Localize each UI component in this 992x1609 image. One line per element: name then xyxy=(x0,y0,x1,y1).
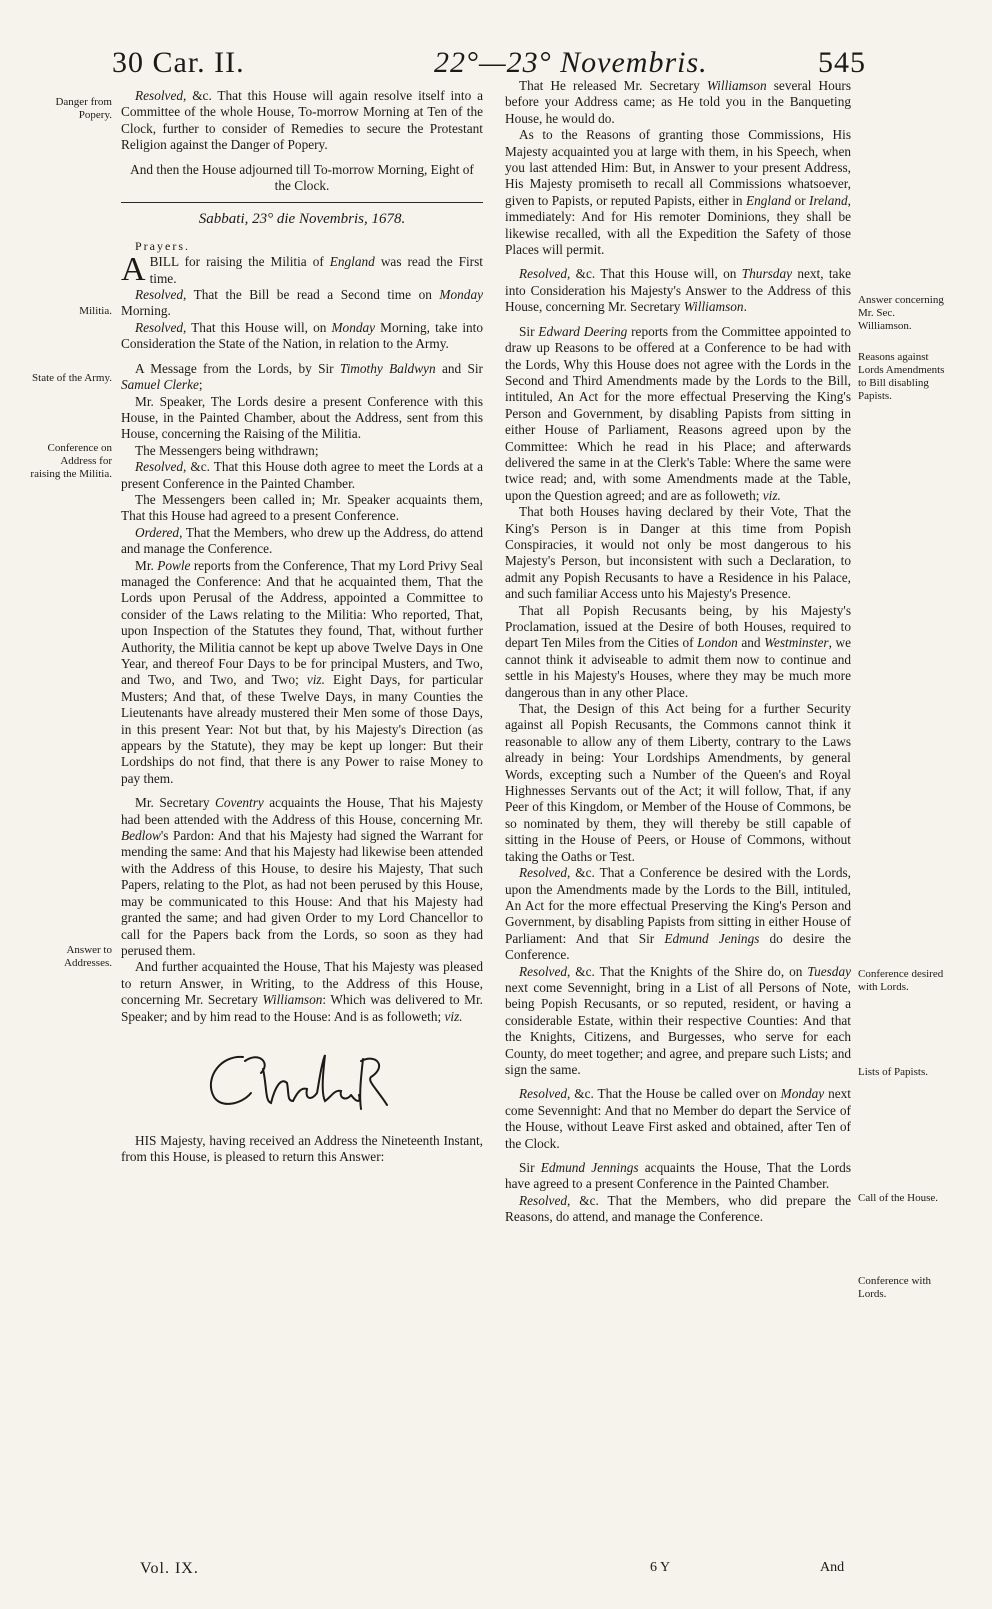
page-number: 545 xyxy=(818,46,866,79)
resolution-thursday: Resolved, &c. That this House will, on Thursday next, take into Consideration his Majesty's Answer to the Address of this House, concerning Mr. Secretary Williamson. xyxy=(505,266,851,315)
right-column xyxy=(505,78,851,1226)
resolution-army: Resolved, That this House will, on Monday Morning, take into Consideration the State of the Nation, in relation to the Army. xyxy=(121,319,484,352)
catchword: And xyxy=(820,1560,845,1575)
drop-cap: A xyxy=(121,251,146,289)
margin-note-army: State of the Army. xyxy=(32,372,112,384)
majesty-answer: HIS Majesty, having received an Address the Nineteenth Instant, from this House, is pleased to return this Answer: xyxy=(121,1132,483,1165)
running-head-date: 22°—23° Novembris. xyxy=(434,46,708,79)
left-column xyxy=(121,88,483,1166)
margin-note-danger: Danger from Popery. xyxy=(55,96,112,121)
royal-signature xyxy=(201,1043,391,1119)
sitting-date: Sabbati, 23° die Novembris, 1678. xyxy=(198,211,406,228)
messengers-withdrawn: The Messengers being withdrawn; xyxy=(135,442,319,458)
coventry-report: Mr. Secretary Coventry acquaints the House, That his Majesty had been attended with the Address of this House, concerning Mr. Bedlow's Pardon: And that his Majesty had signed the Warrant for mending the same: And that his Majesty had likewise been attended with the Address of this House, to desire his Majesty, That such Papers, relating to the Plot, as had not been perused by this House, may be communicated to this House: And that his Majesty had granted the same; and had given Order to my Lord Chancellor to call for the Papers back from the Lords, so soon as they had perused them. xyxy=(121,795,483,958)
margin-note-answer-addresses: Answer to Addresses. xyxy=(64,944,112,969)
adjournment: And then the House adjourned till To-morrow Morning, Eight of the Clock. xyxy=(130,161,474,194)
section-rule xyxy=(121,202,483,203)
further-acquainted: And further acquainted the House, That his Majesty was pleased to return Answer, in Writing, to the Address of this House, concerning Mr. Secretary Williamson: Which was delivered to Mr. Speaker; and by him read to the House: And is as followeth; viz. xyxy=(121,959,483,1024)
running-head-left: 30 Car. II. xyxy=(112,46,245,79)
reason-three: That, the Design of this Act being for a further Security against all Popish Recusants, the Commons cannot think it reasonable to allow any of them Liberty, contrary to the Laws already in being: Your Lordships Amendments, by general Words, excepting such a Number of the Queen's and Royal Highnesses Servants out of the Act; it will follow, That, if any Peer of this Kingdom, or Member of the House of Commons, be so nominated by them, they will thereby be still capable of sitting in the House of Peers, or House of Commons, without taking the Oaths or Test. xyxy=(505,701,851,864)
deering-report: Sir Edward Deering reports from the Committee appointed to draw up Reasons to be offered at a Conference to be had with the Lords, Why this House does not agree with the Lords in the Second and Third Amendments made by the Lords to the Bill, intituled, An Act for the more effectual Preserving the King's Person and Government, by disabling Papists from sitting in either House of Parliament, Reasons agreed upon by the Committee: Which he read in his Place; and afterwards delivered the same in at the Clerk's Table: Where the same were twice read; and, with some Amendments made at the Table, upon the Question agreed; and are as followeth; viz. xyxy=(505,323,852,503)
margin-note-answer-williamson: Answer concerning Mr. Sec. Williamson. xyxy=(858,294,944,332)
resolution-manage-conference: Resolved, &c. That the Members, who did prepare the Reasons, do attend, and manage the Conference. xyxy=(505,1192,851,1225)
margin-note-conference-lords: Conference with Lords. xyxy=(858,1275,931,1300)
volume-label: Vol. IX. xyxy=(140,1560,199,1577)
released-williamson: That He released Mr. Secretary Williamson several Hours before your Address came; as He told you in the Banqueting House, he would do. xyxy=(505,78,851,126)
margin-note-conference-desired: Conference desired with Lords. xyxy=(858,968,944,993)
margin-note-lists-papists: Lists of Papists. xyxy=(858,1066,928,1078)
margin-note-reasons: Reasons against Lords Amendments to Bill disabling Papists. xyxy=(858,351,945,402)
resolution-meet-lords: Resolved, &c. That this House doth agree to meet the Lords at a present Conference in the Painted Chamber. xyxy=(121,459,483,491)
powle-report: Mr. Powle reports from the Conference, That my Lord Privy Seal managed the Conference: And that he acquainted them, That the Lords upon Perusal of the Address, appointed a Committee to consider of the Laws relating to the Militia: Who reported, That, upon Inspection of the Statutes they found, That, without further Authority, the Militia cannot be kept up above Twelve Days in One Year, and thereof Four Days to be for principal Musters, and Two, and Two, and Two, and Two; viz. Eight Days, for particular Musters; And that, of these Twelve Days, in many Counties the Lieutenants have already mustered their Men some of those Days, in this present Year: Not but that, by his Majesty's Direction (as appears by the Statute), they may be kept up longer: But their Lordships do not find, that there is any Power to raise Money to pay them. xyxy=(121,557,483,786)
messengers-called: The Messengers been called in; Mr. Speaker acquaints them, That this House had agreed to a present Conference. xyxy=(121,491,483,524)
resolution-call-house: Resolved, &c. That the House be called over on Monday next come Sevennight: And that no Member do depart the Service of the House, without Leave First asked and obtained, after Ten of the Clock. xyxy=(505,1086,852,1151)
margin-note-militia: Militia. xyxy=(79,305,112,317)
resolution-conference: Resolved, &c. That a Conference be desired with the Lords, upon the Amendments made by the Lords to the Bill, intituled, An Act for the more effectual Preserving the King's Person and Government, by disabling Papists from sitting in either House of Parliament: And that Sir Edmund Jenings do desire the Conference. xyxy=(505,865,851,963)
resolution-second-reading: Resolved, That the Bill be read a Second time on Monday Morning. xyxy=(121,287,483,319)
margin-note-conference-militia: Conference on Address for raising the Militia. xyxy=(30,442,112,480)
resolution-popery: Resolved, &c. That this House will again resolve itself into a Committee of the whole House, To-morrow Morning at Ten of the Clock, further to consider of Remedies to secure the Protestant Religion against the Danger of Popery. xyxy=(121,88,483,153)
lords-message: A Message from the Lords, by Sir Timothy Baldwyn and Sir Samuel Clerke; xyxy=(121,360,483,393)
signature-mark: 6 Y xyxy=(650,1560,671,1575)
resolution-lists: Resolved, &c. That the Knights of the Shire do, on Tuesday next come Sevennight, bring in a List of all Persons of Note, being Popish Recusants, or so reputed, resident, or having a considerable Estate, within their respective Counties: And that the Knights, Citizens, and Burgesses, who serve for each County, do meet together; and agree, and prepare such Lists; and sign the same. xyxy=(505,963,851,1077)
jennings-report: Sir Edmund Jennings acquaints the House, That the Lords have agreed to a present Conference in the Painted Chamber. xyxy=(505,1160,851,1192)
speaker-message: Mr. Speaker, The Lords desire a present Conference with this House, in the Painted Chamber, about the Address, sent from this House, concerning the Raising of the Militia. xyxy=(121,393,483,442)
margin-note-call-house: Call of the House. xyxy=(858,1192,939,1204)
prayers-heading: Prayers. xyxy=(135,238,190,253)
militia-bill: A BILL for raising the Militia of England was read the First time. xyxy=(121,251,483,289)
order-members: Ordered, That the Members, who drew up the Address, do attend and manage the Conference. xyxy=(121,524,483,557)
reason-one: That both Houses having declared by their Vote, That the King's Person is in Danger at this time from Popish Conspiracies, it would not only be most dangerous to his Majesty's Person, but inconsistent with such a Declaration, to admit any Popish Recusants to have a Residence in his Palace, and such familiar Access unto his Majesty's Presence. xyxy=(505,504,851,602)
reasons-commissions: As to the Reasons of granting those Commissions, His Majesty acquainted you at large with them, in his Speech, when you last attended Him: But, in Answer to your present Address, His Majesty promiseth to recall all Commissions whatsoever, given to Papists, or reputed Papists, either in England or Ireland, immediately: And for His remoter Dominions, they shall be likewise recalled, with all the Expedition the Safety of those Places will permit. xyxy=(505,127,851,258)
reason-two: That all Popish Recusants being, by his Majesty's Proclamation, issued at the Desire of both Houses, required to depart Ten Miles from the Cities of London and Westminster, we cannot think it adviseable to admit them now to continue and settle in his Majesty's Houses, where they may be much more dangerous than in any other Place. xyxy=(505,602,852,700)
